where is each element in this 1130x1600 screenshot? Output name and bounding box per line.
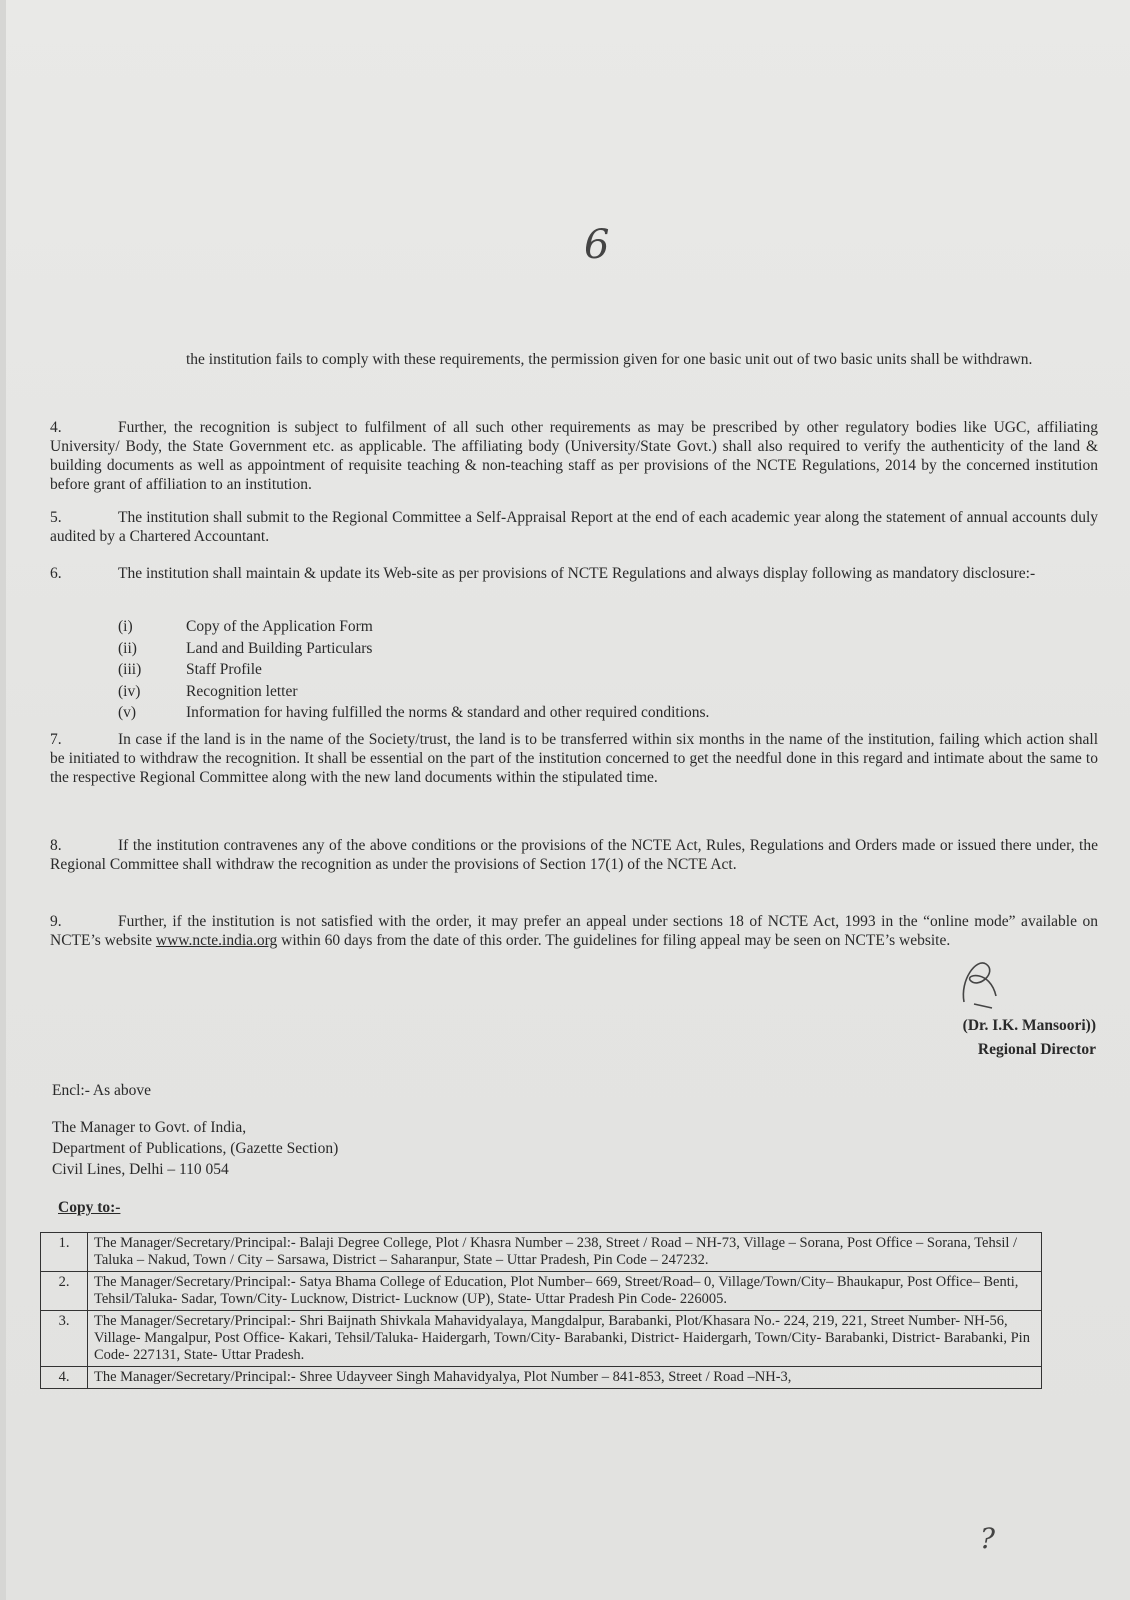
handwritten-page-number: 6 <box>584 222 610 268</box>
table-row <box>41 1367 1042 1389</box>
paragraph-number: 9. <box>50 913 62 930</box>
paragraph-number: 4. <box>50 419 62 436</box>
list-item-number: (i) <box>118 618 133 635</box>
ncte-website-link[interactable]: www.ncte.india.org <box>155 932 278 949</box>
paragraph-text-end: within 60 days from the date of this order. The guidelines for filing appeal may be seen on NCTE’s website. <box>277 932 951 949</box>
table-cell-address: The Manager/Secretary/Principal:- Shri Baijnath Shivkala Mahavidyalaya, Mangdalpur, Barabanki, Plot/Khasara No.- 224, 219, 221, Street Number- NH-56, Village- Mangalpur, Post Office- Kakari, Tehsil/Taluka- Haidergarh, Town/City- Barabanki, District- Haidergarh, Town/City- Barabanki, District- Barabanki, Pin Code- 227131, State- Uttar Pradesh. <box>88 1311 1042 1367</box>
table-cell-number: 4. <box>41 1367 88 1389</box>
addressee-block <box>52 1117 338 1180</box>
paragraph-6 <box>50 564 1098 583</box>
list-item-number: (ii) <box>118 639 137 657</box>
addressee-line: Department of Publications, (Gazette Section) <box>52 1140 339 1157</box>
paragraph-text: In case if the land is in the name of the Society/trust, the land is to be transferred within six months in the name of the institution, failing which action shall be initiated to withdraw the recognition. It shall be essential on the part of the institution concerned to get the needful done in this regard and intimate about the same to the respective Regional Committee along with the new land documents within the stipulated time. <box>50 731 1098 786</box>
paragraph-text: Further, the recognition is subject to fulfilment of all such other requirements as may be prescribed by other regulatory bodies like UGC, affiliating University/ Body, the State Government etc. as applicable. The affiliating body (University/State Govt.) shall also required to verify the authenticity of the land & building documents as well as appointment of requisite teaching & non-teaching staff as per provisions of the NCTE Regulations, 2014 by the concerned institution before grant of affiliation to an institution. <box>50 419 1098 493</box>
signatory-name: (Dr. I.K. Mansoori)) <box>962 1017 1096 1034</box>
list-item-text: Recognition letter <box>186 682 298 700</box>
signature-scribble <box>956 950 1006 1010</box>
paragraph-9 <box>50 912 1098 950</box>
addressee-line: Civil Lines, Delhi – 110 054 <box>52 1161 229 1178</box>
table-cell-address: The Manager/Secretary/Principal:- Satya Bhama College of Education, Plot Number– 669, Street/Road– 0, Village/Town/City– Bhaukapur, Post Office– Benti, Tehsil/Taluka- Sadar, Town/City- Lucknow, District- Lucknow (UP), State- Uttar Pradesh Pin Code- 226005. <box>88 1272 1042 1311</box>
list-item-text: Land and Building Particulars <box>186 639 373 657</box>
list-item <box>118 640 709 662</box>
copy-to-heading: Copy to:- <box>58 1199 121 1216</box>
table-cell-number: 3. <box>41 1311 88 1367</box>
list-item-number: (v) <box>118 704 137 721</box>
list-item-text: Staff Profile <box>186 661 262 678</box>
list-item <box>118 618 709 640</box>
list-item <box>118 704 709 726</box>
list-item <box>118 661 709 683</box>
disclosure-list <box>118 618 709 726</box>
paragraph-number: 6. <box>50 565 62 582</box>
paragraph-4 <box>50 418 1098 494</box>
paragraph-text: If the institution contravenes any of the above conditions or the provisions of the NCTE Act, Rules, Regulations and Orders made or issued there under, the Regional Committee shall withdraw the recognition as under the provisions of Section 17(1) of the NCTE Act. <box>50 837 1098 873</box>
handwritten-bottom-mark: ? <box>980 1522 996 1555</box>
table-row <box>41 1272 1042 1311</box>
addressee-line: The Manager to Govt. of India, <box>52 1119 247 1136</box>
paragraph-number: 7. <box>50 731 62 748</box>
paragraph-continuation: the institution fails to comply with these requirements, the permission given for one basic unit out of two basic units shall be withdrawn. <box>186 351 1033 368</box>
list-item-number: (iii) <box>118 661 142 678</box>
paragraph-5 <box>50 508 1098 546</box>
signatory-block <box>963 1014 1096 1062</box>
paragraph-text: The institution shall maintain & update its Web-site as per provisions of NCTE Regulations and always display following as mandatory disclosure:- <box>118 565 1036 582</box>
list-item-text: Information for having fulfilled the norms & standard and other required conditions. <box>186 704 710 721</box>
table-cell-number: 1. <box>41 1233 88 1272</box>
list-item-number: (iv) <box>118 682 141 700</box>
scan-edge <box>0 0 6 1600</box>
paragraph-7 <box>50 730 1098 787</box>
table-cell-address: The Manager/Secretary/Principal:- Shree Udayveer Singh Mahavidyalya, Plot Number – 841-853, Street / Road –NH-3, <box>88 1367 1042 1389</box>
copy-to-table <box>40 1232 1042 1389</box>
list-item <box>118 683 709 705</box>
table-cell-address: The Manager/Secretary/Principal:- Balaji Degree College, Plot / Khasra Number – 238, Street / Road – NH-73, Village – Sorana, Post Office – Sorana, Tehsil / Taluka – Nakud, Town / City – Sarsawa, District – Saharanpur, State – Uttar Pradesh, Pin Code – 247232. <box>88 1233 1042 1272</box>
list-item-text: Copy of the Application Form <box>186 618 373 635</box>
paragraph-number: 8. <box>50 837 62 854</box>
table-row <box>41 1233 1042 1272</box>
paragraph-text: The institution shall submit to the Regional Committee a Self-Appraisal Report at the end of each academic year along the statement of annual accounts duly audited by a Chartered Accountant. <box>50 509 1098 545</box>
signatory-designation: Regional Director <box>977 1041 1096 1058</box>
table-cell-number: 2. <box>41 1272 88 1311</box>
table-row <box>41 1311 1042 1367</box>
paragraph-text: Further, if the institution is not satisfied with the order, it may prefer an appeal under sections 18 of NCTE Act, 1993 in the “online mode” available on NCTE’s website <box>50 913 1098 949</box>
paragraph-8 <box>50 836 1098 874</box>
enclosure-note: Encl:- As above <box>52 1082 152 1099</box>
paragraph-number: 5. <box>50 509 62 526</box>
